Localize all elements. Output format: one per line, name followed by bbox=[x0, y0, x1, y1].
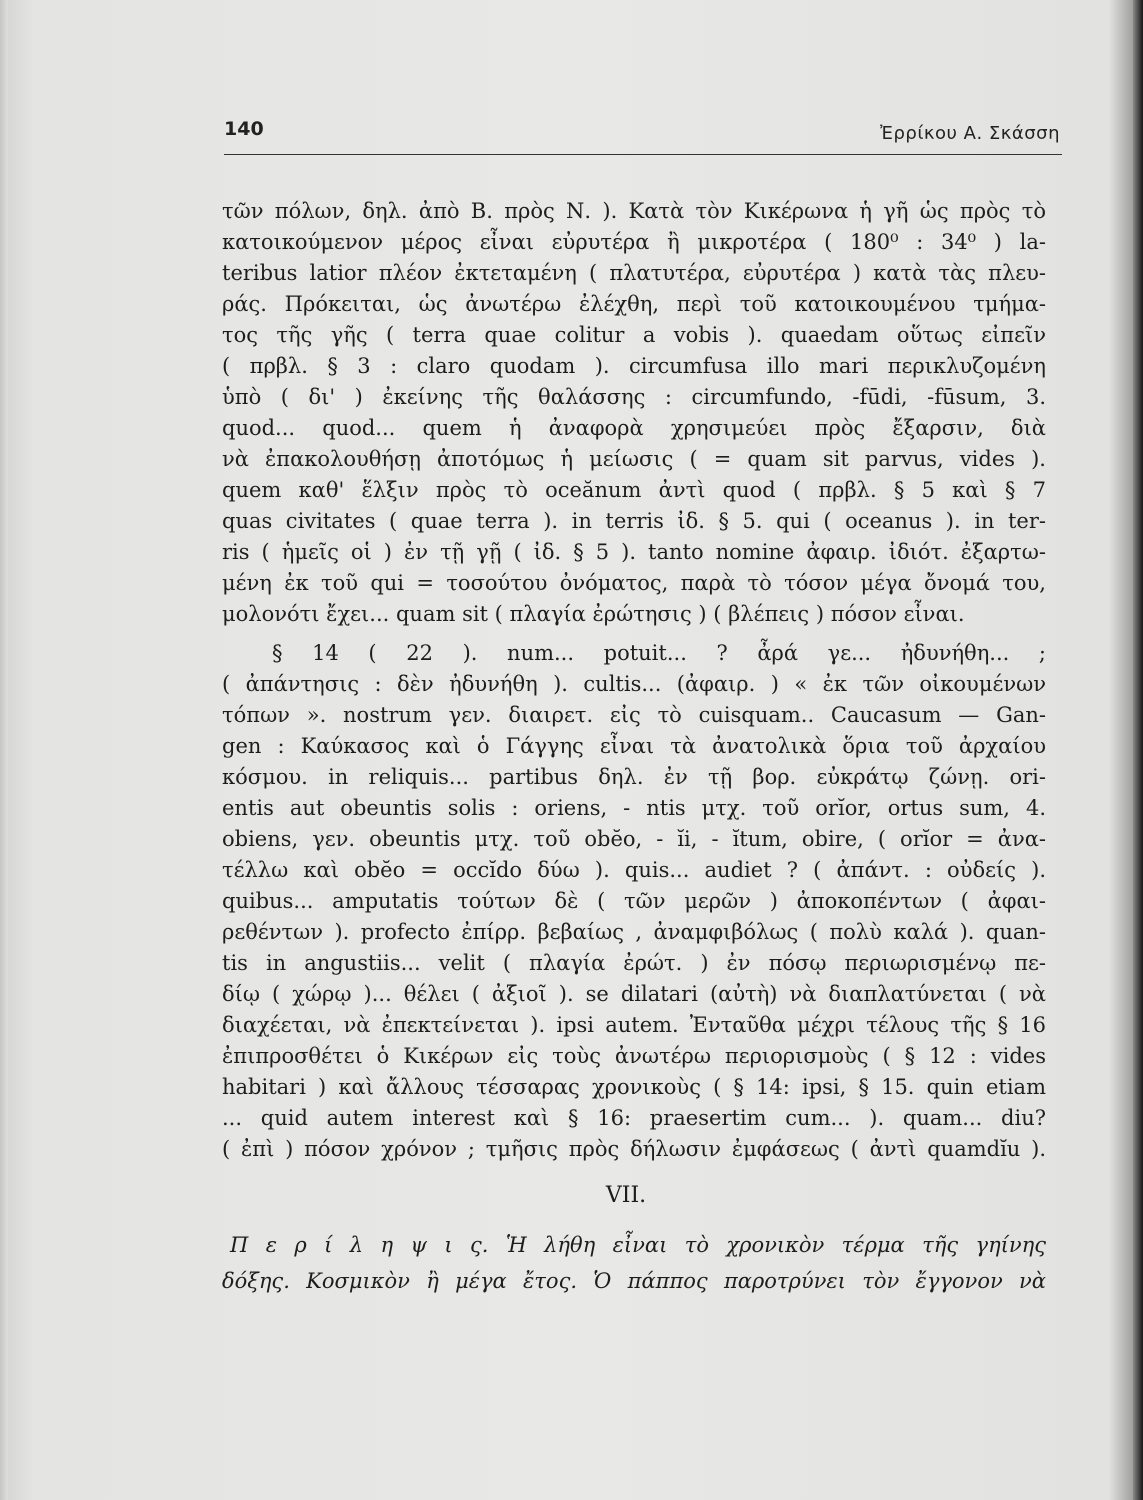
paragraph-gap bbox=[222, 630, 1046, 638]
text-line: entis aut obeuntis solis : oriens, - ntis μτχ. τοῦ orĭor, ortus sum, 4. bbox=[222, 796, 1046, 820]
text-line: ( ἀπάντησις : δὲν ἠδυνήθη ). cultis... (ἀφαιρ. ) « ἐκ τῶν οἰκουμένων bbox=[222, 672, 1046, 696]
page-binding-shadow bbox=[1133, 0, 1143, 1500]
text-line: τόπων ». nostrum γεν. διαιρετ. εἰς τὸ cuisquam.. Caucasum — Gan- bbox=[222, 703, 1046, 727]
page-body bbox=[222, 196, 1046, 1299]
text-line: τος τῆς γῆς ( terra quae colitur a vobis ). quaedam οὕτως εἰπεῖν bbox=[222, 323, 1046, 347]
section-gap bbox=[222, 1165, 1046, 1179]
paragraph-commentary-14 bbox=[222, 638, 1046, 1165]
synopsis-line: δόξης. Κοσμικὸν ἢ μέγα ἔτος. Ὁ πάππος παροτρύνει τὸν ἔγγονον νὰ bbox=[222, 1269, 1046, 1293]
text-line: ὑπὸ ( δι' ) ἐκείνης τῆς θαλάσσης : circumfundo, -fūdi, -fūsum, 3. bbox=[222, 385, 1046, 409]
text-line: διαχέεται, νὰ ἐπεκτείνεται ). ipsi autem. Ἐνταῦθα μέχρι τέλους τῆς § 16 bbox=[222, 1013, 1046, 1037]
text-line: ράς. Πρόκειται, ὡς ἀνωτέρω ἐλέχθη, περὶ τοῦ κατοικουμένου τμήμα- bbox=[222, 292, 1046, 316]
text-line: νὰ ἐπακολουθήσῃ ἀποτόμως ἡ μείωσις ( = quam sit parvus, vides ). bbox=[222, 447, 1046, 471]
text-line: κατοικούμενον μέρος εἶναι εὐρυτέρα ἢ μικροτέρα ( 180⁰ : 34⁰ ) la- bbox=[222, 230, 1046, 254]
text-line: habitari ) καὶ ἄλλους τέσσαρας χρονικοὺς ( § 14: ipsi, § 15. quin etiam bbox=[222, 1075, 1046, 1099]
text-line: tis in angustiis... velit ( πλαγία ἐρώτ. ) ἐν πόσῳ περιωρισμένῳ πε- bbox=[222, 951, 1046, 975]
running-head: Ἐρρίκου Α. Σκάσση bbox=[880, 123, 1060, 144]
text-line: κόσμου. in reliquis... partibus δηλ. ἐν τῇ βορ. εὐκράτῳ ζώνῃ. ori- bbox=[222, 765, 1046, 789]
section-gap bbox=[222, 1213, 1046, 1227]
page-left-edge bbox=[0, 0, 8, 1500]
text-line: teribus latior πλέον ἐκτεταμένη ( πλατυτέρα, εὐρυτέρα ) κατὰ τὰς πλευ- bbox=[222, 261, 1046, 285]
paragraph-commentary-13 bbox=[222, 196, 1046, 630]
text-line: ... quid autem interest καὶ § 16: praesertim cum... ). quam... diu? bbox=[222, 1106, 1046, 1130]
section-heading: VII. bbox=[605, 1183, 647, 1208]
page-header bbox=[224, 118, 1060, 150]
text-line: τέλλω καὶ obĕo = occĭdo δύω ). quis... audiet ? ( ἀπάντ. : οὐδείς ). bbox=[222, 858, 1046, 882]
text-line: gen : Καύκασος καὶ ὁ Γάγγης εἶναι τὰ ἀνατολικὰ ὅρια τοῦ ἀρχαίου bbox=[222, 734, 1046, 758]
text-line: δίῳ ( χώρῳ )... θέλει ( ἀξιοῖ ). se dilatari (αὐτὴ) νὰ διαπλατύνεται ( νὰ bbox=[222, 982, 1046, 1006]
text-line: μολονότι ἔχει... quam sit ( πλαγία ἐρώτησις ) ( βλέπεις ) πόσον εἶναι. bbox=[222, 602, 965, 626]
text-line: quod... quod... quem ἡ ἀναφορὰ χρησιμεύει πρὸς ἔξαρσιν, διὰ bbox=[222, 416, 1046, 440]
synopsis-line: Π ε ρ ί λ η ψ ι ς. Ἡ λήθη εἶναι τὸ χρονικὸν τέρμα τῆς γηίνης bbox=[230, 1233, 1046, 1257]
text-line: ris ( ἡμεῖς οἱ ) ἐν τῇ γῇ ( ἰδ. § 5 ). tanto nomine ἀφαιρ. ἰδιότ. ἐξαρτω- bbox=[222, 540, 1046, 564]
text-line: obiens, γεν. obeuntis μτχ. τοῦ obĕo, - ĭi, - ĭtum, obire, ( orĭor = ἀνα- bbox=[222, 827, 1046, 851]
synopsis bbox=[222, 1227, 1046, 1299]
page-number: 140 bbox=[224, 118, 264, 140]
text-line: ( πρβλ. § 3 : claro quodam ). circumfusa illo mari περικλυζομένη bbox=[222, 354, 1046, 378]
text-line: ( ἐπὶ ) πόσον χρόνον ; τμῆσις πρὸς δήλωσιν ἐμφάσεως ( ἀντὶ quamdĭu ). bbox=[222, 1137, 1046, 1161]
text-line: quas civitates ( quae terra ). in terris ἰδ. § 5. qui ( oceanus ). in ter- bbox=[222, 509, 1046, 533]
header-rule bbox=[224, 154, 1062, 155]
text-line: μένη ἐκ τοῦ qui = τοσούτου ὀνόματος, παρὰ τὸ τόσον μέγα ὄνομά του, bbox=[222, 571, 1046, 595]
text-line: ἐπιπροσθέτει ὁ Κικέρων εἰς τοὺς ἀνωτέρω περιορισμοὺς ( § 12 : vides bbox=[222, 1044, 1046, 1068]
text-line: quem καθ' ἕλξιν πρὸς τὸ oceănum ἀντὶ quod ( πρβλ. § 5 καὶ § 7 bbox=[222, 478, 1046, 502]
text-line: quibus... amputatis τούτων δὲ ( τῶν μερῶν ) ἀποκοπέντων ( ἀφαι- bbox=[222, 889, 1046, 913]
text-line: τῶν πόλων, δηλ. ἀπὸ Β. πρὸς Ν. ). Κατὰ τὸν Κικέρωνα ἡ γῆ ὡς πρὸς τὸ bbox=[222, 199, 1046, 223]
text-line: § 14 ( 22 ). num... potuit... ? ἆρά γε... ἠδυνήθη... ; bbox=[272, 641, 1046, 665]
text-line: ρεθέντων ). profecto ἐπίρρ. βεβαίως , ἀναμφιβόλως ( πολὺ καλά ). quan- bbox=[222, 920, 1046, 944]
